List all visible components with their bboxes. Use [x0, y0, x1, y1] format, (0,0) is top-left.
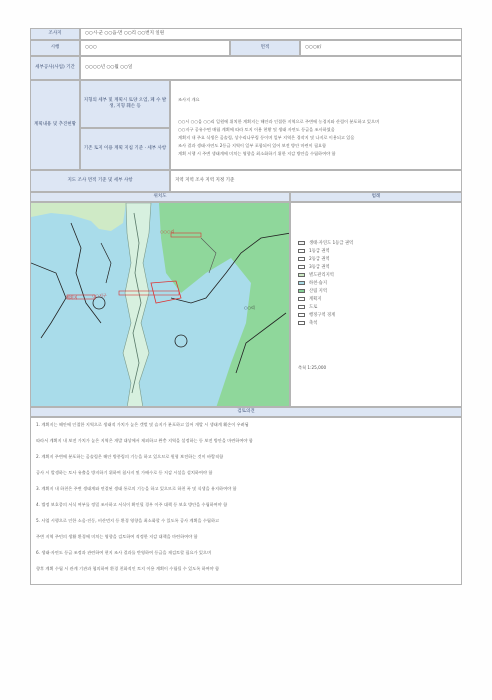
paragraph-line: ○○지구 공유수면 매립 계획에 따라 토지 이용 현황 및 생태 자연도 등급을 조사하였음 [178, 127, 335, 132]
legend-item: 행정구역 경계 [298, 312, 335, 318]
legend-swatch [298, 281, 305, 285]
map-label: ○○○리 [160, 229, 175, 234]
legend-swatch [298, 313, 305, 317]
paragraph-line: ○○시 ○○읍 ○○리 일원에 위치한 계획지는 해안과 인접한 지역으로 주변에 농경지와 산림이 분포하고 있으며 [178, 119, 380, 124]
opinion-line: 1. 계획지는 해안에 인접한 지역으로 생태적 가치가 높은 갯벌 및 습지가 분포하고 있어 개발 시 생태계 훼손이 우려됨 [36, 422, 249, 427]
survey-value: 지역 지역 조사 지역 지정 기준 [170, 170, 462, 192]
opinion-line: 따라서 계획지 내 보전 가치가 높은 지역은 개발 대상에서 제외하고 완충 지역을 설정하는 등 보전 방안을 마련하여야 함 [36, 438, 253, 443]
area-value: ○○○㎡ [300, 40, 462, 56]
period-value: ○○○○년 ○○월 ○○일 [80, 56, 462, 80]
legend-swatch [298, 249, 305, 253]
legend-item: 생태·자연도 1등급 권역 [298, 240, 353, 246]
opinion-line: 향후 계획 수립 시 관계 기관과 협의하여 환경 친화적인 토지 이용 계획이 수립될 수 있도록 하여야 함 [36, 566, 220, 571]
legend-swatch [298, 297, 305, 301]
opinion-line: 3. 계획지 내 하천은 주변 생태계와 연결된 생태 통로의 기능을 하고 있으므로 하천 폭 및 식생을 유지하여야 함 [36, 486, 237, 491]
left-item-2: 기존 토지 이용 계획 지침 기준 · 세부 사항 [80, 128, 170, 170]
map-label: 계획지 [66, 295, 78, 300]
executor-value: ○○○ [80, 40, 230, 56]
legend-swatch [298, 257, 305, 261]
legend-item: 축척 [298, 320, 317, 326]
legend-item: 도로 [298, 304, 317, 310]
area-label: 면적 [230, 40, 300, 56]
legend-item: 2등급 권역 [298, 256, 330, 262]
site-label: 조사지 [30, 28, 80, 40]
paragraph-line: 조사 결과 생태·자연도 2등급 지역이 일부 포함되어 있어 보전 방안 마련이 필요함 [178, 143, 327, 148]
survey-label: 지도 조사 면적 기준 및 세부 사항 [30, 170, 170, 192]
left-item-1: 지형의 세부 및 계획시 토양 오염, 폐 수 발생, 지형 훼손 등 [80, 80, 170, 128]
map-label: ○○리 [244, 305, 255, 310]
opinion-line: 주변 지역 주민의 생활 환경에 미치는 영향을 검토하여 적정한 저감 대책을 마련하여야 함 [36, 534, 198, 539]
paragraph-head: 조사지 개요 [178, 97, 200, 102]
legend-item: 산림 지역 [298, 288, 327, 294]
site-value: ○○시·군 ○○읍·면 ○○리 ○○번지 일원 [80, 28, 462, 40]
legend-item: 하천·습지 [298, 280, 327, 286]
legend-item: 별도관리지역 [298, 272, 334, 278]
legend-swatch [298, 241, 305, 245]
opinion-line: 6. 생태·자연도 등급 조정과 관련하여 현지 조사 결과를 반영하여 등급을 재검토할 필요가 있으며 [36, 550, 212, 555]
period-label: 세부공사(사업) 기간 [30, 56, 80, 80]
paragraph-line: 계획지 내 주요 식생은 곰솔림, 상수리나무림 등이며 일부 지역은 경작지 및 나지로 이용되고 있음 [178, 135, 355, 140]
legend-title: 범례 [290, 192, 462, 202]
legend-swatch [298, 273, 305, 277]
map-label: ○○지구 [92, 293, 107, 298]
map-scale: 축척 1:25,000 [298, 365, 327, 370]
legend-swatch [298, 289, 305, 293]
legend-item: 3등급 권역 [298, 264, 330, 270]
legend-swatch [298, 265, 305, 269]
opinion-line: 5. 사업 시행으로 인한 소음·진동, 비산먼지 등 환경 영향을 최소화할 수 있도록 공사 계획을 수립하고 [36, 518, 220, 523]
opinion-line: 4. 법정 보호종의 서식 여부를 정밀 조사하고 서식이 확인될 경우 이주 대책 등 보호 방안을 수립하여야 함 [36, 502, 228, 507]
map-title: 위치도 [30, 192, 290, 202]
opinion-line: 공사 시 발생하는 토사 유출을 방지하기 위하여 침사지 및 가배수로 등 저감 시설을 설치하여야 함 [36, 470, 213, 475]
legend-item: 계획지 [298, 296, 321, 302]
plan-label: 계획내용 및 추진현황 [30, 80, 80, 170]
legend-swatch [298, 321, 305, 325]
paragraph-line: 계획 시행 시 주변 생태계에 미치는 영향을 최소화하기 위한 저감 방안을 수립하여야 함 [178, 151, 336, 156]
legend-swatch [298, 305, 305, 309]
opinion-line: 2. 계획지 주변에 분포하는 곰솔림은 해안 방풍림의 기능을 하고 있으므로 원형 보전하는 것이 바람직함 [36, 454, 224, 459]
opinion-title: 검토의견 [30, 407, 462, 417]
executor-label: 시행 [30, 40, 80, 56]
legend-item: 1등급 권역 [298, 248, 330, 254]
